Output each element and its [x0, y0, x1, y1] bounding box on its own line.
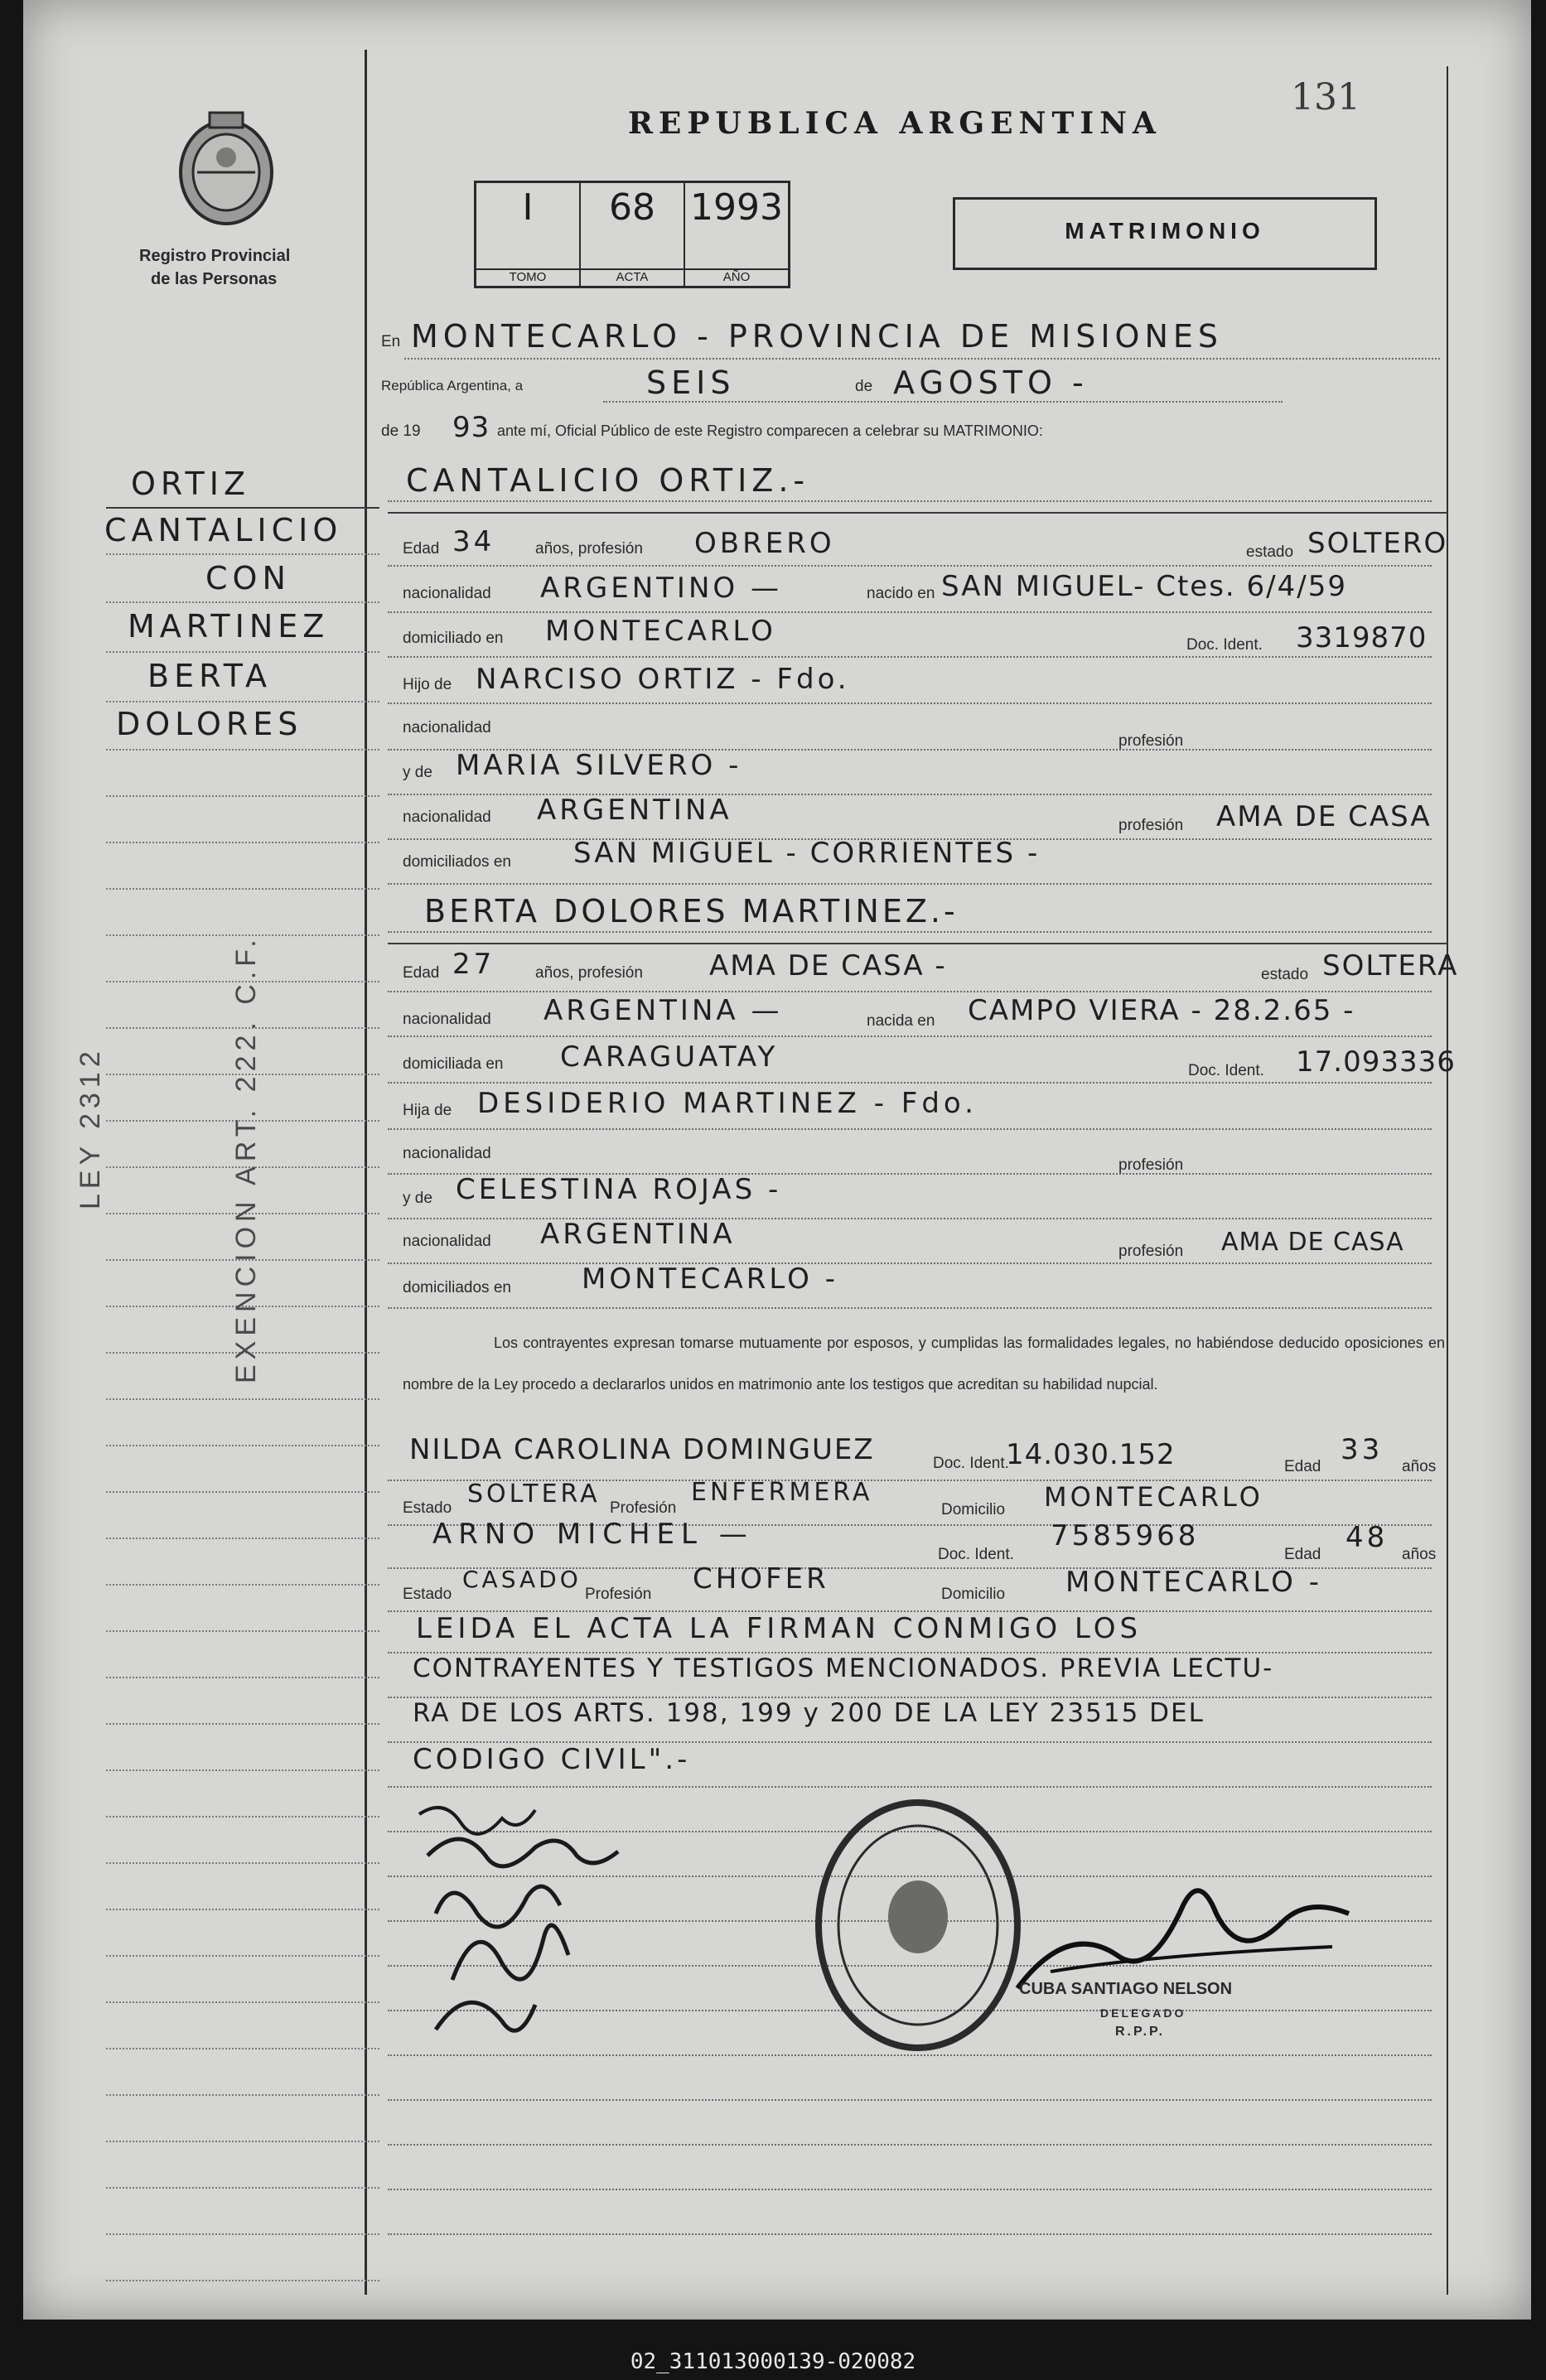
witness2-edad-label: Edad	[1284, 1546, 1321, 1563]
bride-edad-label: Edad	[403, 964, 440, 982]
groom-estado-label: estado	[1246, 543, 1294, 561]
bride-hija-label: Hija de	[403, 1102, 452, 1119]
bride-nationality: ARGENTINA —	[544, 994, 783, 1027]
groom-nacido-label: nacido en	[867, 585, 935, 602]
tomo-label: TOMO	[476, 268, 579, 284]
document-page	[23, 0, 1531, 2320]
official-seal	[810, 1793, 1026, 2058]
witness2-profession: CHOFER	[693, 1562, 829, 1596]
margin-bride-name2: DOLORES	[116, 706, 303, 742]
witness2-name: ARNO MICHEL —	[432, 1518, 754, 1551]
margin-stamp-exemption: EXENCION ART. 222. C.F.	[230, 934, 262, 1383]
groom-mother-prof-label: profesión	[1118, 817, 1184, 834]
witness1-domicile: MONTECARLO	[1044, 1481, 1263, 1513]
bride-profesion-label: años, profesión	[535, 964, 643, 982]
witness1-name: NILDA CAROLINA DOMINGUEZ	[409, 1433, 875, 1466]
groom-estado: SOLTERO	[1307, 527, 1448, 560]
witness2-doc-label: Doc. Ident.	[938, 1546, 1014, 1563]
groom-hijo-label: Hijo de	[403, 676, 452, 693]
closing-note-line2: CONTRAYENTES Y TESTIGOS MENCIONADOS. PREVIA LECTU-	[413, 1653, 1274, 1683]
witness2-anos-label: años	[1402, 1546, 1437, 1563]
margin-stamp-law: LEY 2312	[75, 1046, 106, 1209]
witness1-estado-label: Estado	[403, 1499, 452, 1517]
acta-cell	[581, 183, 685, 286]
groom-nacionalidad-label: nacionalidad	[403, 585, 491, 602]
groom-profession: OBRERO	[694, 527, 835, 560]
de-label: de	[855, 378, 873, 395]
margin-groom-name: CANTALICIO	[104, 512, 343, 548]
officer-org: R.P.P.	[1115, 2025, 1166, 2039]
republic-label: República Argentina, a	[381, 378, 524, 393]
groom-yde-label: y de	[403, 764, 432, 781]
bride-age: 27	[452, 948, 495, 981]
witness2-profesion-label: Profesión	[585, 1586, 652, 1603]
intro-statement: ante mí, Oficial Público de este Registro comparecen a celebrar su MATRIMONIO:	[497, 422, 1043, 439]
witness1-doc-label: Doc. Ident.	[933, 1455, 1009, 1472]
marriage-place: MONTECARLO - PROVINCIA DE MISIONES	[411, 318, 1224, 355]
margin-con: CON	[205, 560, 291, 596]
bride-domicile: CARAGUATAY	[560, 1040, 779, 1074]
bride-estado-label: estado	[1261, 966, 1309, 983]
tomo-value: I	[522, 186, 534, 229]
groom-name: CANTALICIO ORTIZ.-	[406, 462, 810, 499]
groom-nationality: ARGENTINO —	[540, 572, 782, 605]
bride-name: BERTA DOLORES MARTINEZ.-	[424, 893, 959, 929]
bride-doc-number: 17.093336	[1296, 1045, 1456, 1079]
ano-value: 1993	[690, 186, 783, 229]
witness2-estado: CASADO	[462, 1566, 582, 1593]
bride-nacida-label: nacida en	[867, 1012, 935, 1030]
witness1-estado: SOLTERA	[467, 1480, 601, 1509]
groom-father: NARCISO ORTIZ - Fdo.	[476, 663, 850, 696]
closing-note-line4: CODIGO CIVIL".-	[413, 1743, 691, 1776]
bride-father: DESIDERIO MARTINEZ - Fdo.	[477, 1087, 978, 1120]
en-label: En	[381, 333, 401, 350]
bride-nacionalidad-label: nacionalidad	[403, 1011, 491, 1028]
groom-doc-label: Doc. Ident.	[1186, 636, 1263, 654]
groom-parents-domicile: SAN MIGUEL - CORRIENTES -	[573, 837, 1041, 870]
bride-birthplace: CAMPO VIERA - 28.2.65 -	[968, 994, 1355, 1027]
marriage-day: SEIS	[646, 364, 736, 401]
bride-estado: SOLTERA	[1322, 949, 1459, 982]
witness1-domicilio-label: Domicilio	[941, 1501, 1006, 1518]
officer-title: DELEGADO	[1100, 2006, 1186, 2020]
margin-bride-name1: BERTA	[147, 658, 272, 694]
groom-mother: MARIA SILVERO -	[456, 749, 742, 782]
registry-name-line1: Registro Provincial	[139, 247, 291, 265]
witness2-domicile: MONTECARLO -	[1065, 1566, 1322, 1599]
witness2-doc: 7585968	[1051, 1519, 1200, 1552]
witness1-age: 33	[1341, 1433, 1384, 1466]
bride-doc-label: Doc. Ident.	[1188, 1062, 1264, 1079]
margin-bride-surname: MARTINEZ	[128, 608, 330, 644]
witness1-profesion-label: Profesión	[610, 1499, 677, 1517]
country-heading: REPUBLICA ARGENTINA	[628, 106, 1162, 141]
record-type-label: MATRIMONIO	[1065, 218, 1265, 244]
bride-father-nat-label: nacionalidad	[403, 1145, 491, 1162]
footer-id: 02_311013000139-020082	[630, 2349, 916, 2374]
bride-profession: AMA DE CASA -	[709, 949, 947, 982]
witness1-doc: 14.030.152	[1006, 1438, 1176, 1471]
witness2-age: 48	[1346, 1521, 1389, 1554]
groom-profesion-label: años, profesión	[535, 540, 643, 558]
groom-edad-label: Edad	[403, 540, 440, 558]
witness1-edad-label: Edad	[1284, 1458, 1321, 1475]
bride-father-prof-label: profesión	[1118, 1156, 1184, 1174]
tomo-cell	[476, 183, 581, 286]
witness1-anos-label: años	[1402, 1458, 1437, 1475]
ano-label: AÑO	[685, 268, 788, 284]
acta-value: 68	[609, 186, 655, 229]
margin-divider	[365, 50, 367, 2295]
closing-note-line1: LEIDA EL ACTA LA FIRMAN CONMIGO LOS	[416, 1612, 1143, 1645]
closing-note-line3: RA DE LOS ARTS. 198, 199 y 200 DE LA LEY 23515 DEL	[413, 1698, 1205, 1728]
witness2-estado-label: Estado	[403, 1586, 452, 1603]
acta-label: ACTA	[581, 268, 684, 284]
witness2-domicilio-label: Domicilio	[941, 1586, 1006, 1603]
groom-mother-nat: ARGENTINA	[537, 794, 732, 827]
margin-surname: ORTIZ	[131, 466, 250, 502]
groom-parents-dom-label: domiciliados en	[403, 853, 511, 871]
bride-yde-label: y de	[403, 1190, 432, 1207]
groom-domicile: MONTECARLO	[545, 615, 776, 648]
bride-mother-prof-label: profesión	[1118, 1243, 1184, 1260]
ano-cell	[685, 183, 788, 286]
groom-age: 34	[452, 525, 495, 558]
party-signatures	[403, 1781, 676, 2079]
page-number: 131	[1291, 76, 1360, 118]
groom-father-nat-label: nacionalidad	[403, 719, 491, 736]
marriage-month: AGOSTO -	[893, 364, 1089, 401]
coat-of-arms-emblem	[172, 106, 280, 230]
bride-parents-domicile: MONTECARLO -	[582, 1262, 838, 1296]
groom-birthplace: SAN MIGUEL- Ctes. 6/4/59	[941, 570, 1347, 603]
right-border	[1447, 66, 1448, 2295]
year-prefix: de 19	[381, 422, 421, 440]
bride-mother-nat: ARGENTINA	[540, 1218, 736, 1251]
bride-domicilio-label: domiciliada en	[403, 1055, 504, 1073]
record-number-box	[474, 181, 790, 288]
record-type-box	[953, 197, 1377, 270]
groom-doc-number: 3319870	[1296, 621, 1428, 654]
groom-father-prof-label: profesión	[1118, 732, 1184, 750]
officer-name: CUBA SANTIAGO NELSON	[1019, 1980, 1233, 1998]
bride-parents-dom-label: domiciliados en	[403, 1279, 511, 1296]
bride-mother-nat-label: nacionalidad	[403, 1233, 491, 1250]
witness1-profession: ENFERMERA	[691, 1478, 873, 1507]
groom-domicilio-label: domiciliado en	[403, 630, 504, 647]
bride-mother-prof: AMA DE CASA	[1221, 1228, 1404, 1257]
marriage-year: 93	[452, 411, 490, 444]
registry-name-line2: de las Personas	[151, 270, 278, 288]
bride-mother: CELESTINA ROJAS -	[456, 1173, 782, 1206]
legal-declaration: Los contrayentes expresan tomarse mutuamente por esposos, y cumplidas las formalidades legales, no habiéndose deducido oposiciones en nombre de la Ley procedo a declararlos unidos en matrimonio ante los testigos que acreditan su habilidad nupcial.	[403, 1335, 1445, 1393]
groom-mother-nat-label: nacionalidad	[403, 809, 491, 826]
groom-mother-prof: AMA DE CASA	[1216, 800, 1432, 833]
